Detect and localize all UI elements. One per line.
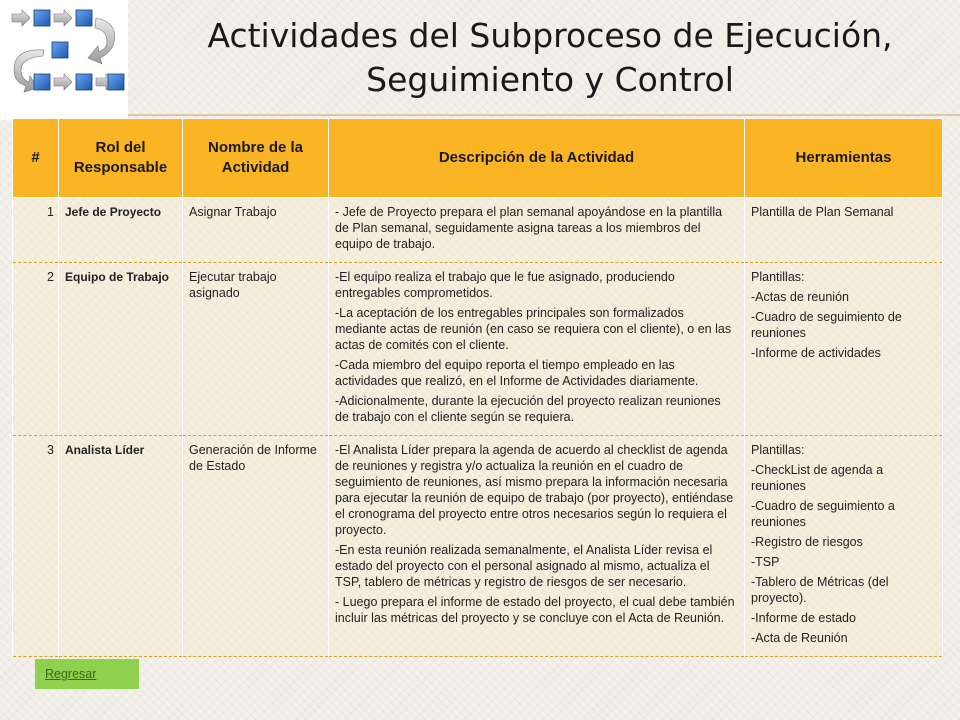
tool-item: Plantillas: xyxy=(751,270,805,284)
description-paragraph: -La aceptación de los entregables principales son formalizados mediante actas de reunión (en caso se requiera con el cliente), o en las actas de comités con el cliente. xyxy=(335,306,732,352)
process-arrows-icon xyxy=(0,0,128,120)
tool-item: -CheckList de agenda a reuniones xyxy=(751,463,884,493)
tool-item: -Informe de actividades xyxy=(751,346,881,360)
row-role: Jefe de Proyecto xyxy=(59,198,183,263)
tool-item: Plantillas: xyxy=(751,443,805,457)
description-paragraph: - Jefe de Proyecto prepara el plan semanal apoyándose en la plantilla de Plan semanal, seguidamente asigna tareas a los miembros del equipo de trabajo. xyxy=(335,205,723,251)
row-tools xyxy=(745,436,943,657)
header-activity-name: Nombre de la Actividad xyxy=(183,119,329,198)
header-description: Descripción de la Actividad xyxy=(329,119,745,198)
row-activity-name: Generación de Informe de Estado xyxy=(183,436,329,657)
process-logo xyxy=(0,0,128,120)
tool-item: Plantilla de Plan Semanal xyxy=(751,205,894,219)
tool-item: -Tablero de Métricas (del proyecto). xyxy=(751,575,889,605)
tool-item: -Informe de estado xyxy=(751,611,856,625)
tool-item: -Cuadro de seguimiento de reuniones xyxy=(751,310,902,340)
tool-item: -Cuadro de seguimiento a reuniones xyxy=(751,499,895,529)
page-title-line-1: Actividades del Subproceso de Ejecución, xyxy=(207,16,893,55)
description-paragraph: -En esta reunión realizada semanalmente, el Analista Líder revisa el estado del proyecto con el personal asignado al mismo, actualiza el TSP, tablero de métricas y registro de riesgos de ser necesario. xyxy=(335,543,713,589)
tool-item: -TSP xyxy=(751,555,780,569)
description-paragraph: - Luego prepara el informe de estado del proyecto, el cual debe también incluir las métricas del proyecto y se concluye con el Acta de Reunión. xyxy=(335,595,735,625)
row-role: Analista Líder xyxy=(59,436,183,657)
back-button[interactable]: Regresar xyxy=(35,659,139,689)
row-description xyxy=(329,436,745,657)
table-row xyxy=(13,198,943,263)
page-title xyxy=(150,14,950,102)
table-row xyxy=(13,436,943,657)
row-description xyxy=(329,263,745,436)
activities-table xyxy=(12,118,943,657)
row-number: 3 xyxy=(13,436,59,657)
header-tools: Herramientas xyxy=(745,119,943,198)
description-paragraph: -El equipo realiza el trabajo que le fue asignado, produciendo entregables comprometidos. xyxy=(335,270,675,300)
row-activity-name: Asignar Trabajo xyxy=(183,198,329,263)
tool-item: -Registro de riesgos xyxy=(751,535,863,549)
header-role: Rol del Responsable xyxy=(59,119,183,198)
title-divider xyxy=(128,114,960,116)
row-activity-name: Ejecutar trabajo asignado xyxy=(183,263,329,436)
row-description xyxy=(329,198,745,263)
row-role: Equipo de Trabajo xyxy=(59,263,183,436)
row-tools xyxy=(745,263,943,436)
table-header-row xyxy=(13,119,943,198)
row-number: 2 xyxy=(13,263,59,436)
page-title-line-2: Seguimiento y Control xyxy=(366,60,734,99)
description-paragraph: -Adicionalmente, durante la ejecución del proyecto realizan reuniones de trabajo con el cliente según se requiera. xyxy=(335,394,721,424)
tool-item: -Actas de reunión xyxy=(751,290,849,304)
activities-table-container xyxy=(12,118,942,657)
tool-item: -Acta de Reunión xyxy=(751,631,848,645)
description-paragraph: -Cada miembro del equipo reporta el tiempo empleado en las actividades que realizó, en el Informe de Actividades diariamente. xyxy=(335,358,699,388)
row-tools xyxy=(745,198,943,263)
row-number: 1 xyxy=(13,198,59,263)
header-number: # xyxy=(13,119,59,198)
description-paragraph: -El Analista Líder prepara la agenda de acuerdo al checklist de agenda de reuniones y registra y/o actualiza la reunión en el cuadro de seguimiento de reuniones, así mismo prepara la información necesaria para ejecutar la reunión de equipo de trabajo (por proyecto), entiéndase el cronograma del proyecto entre otros necesarios según lo requiera el proyecto. xyxy=(335,443,734,537)
table-row xyxy=(13,263,943,436)
